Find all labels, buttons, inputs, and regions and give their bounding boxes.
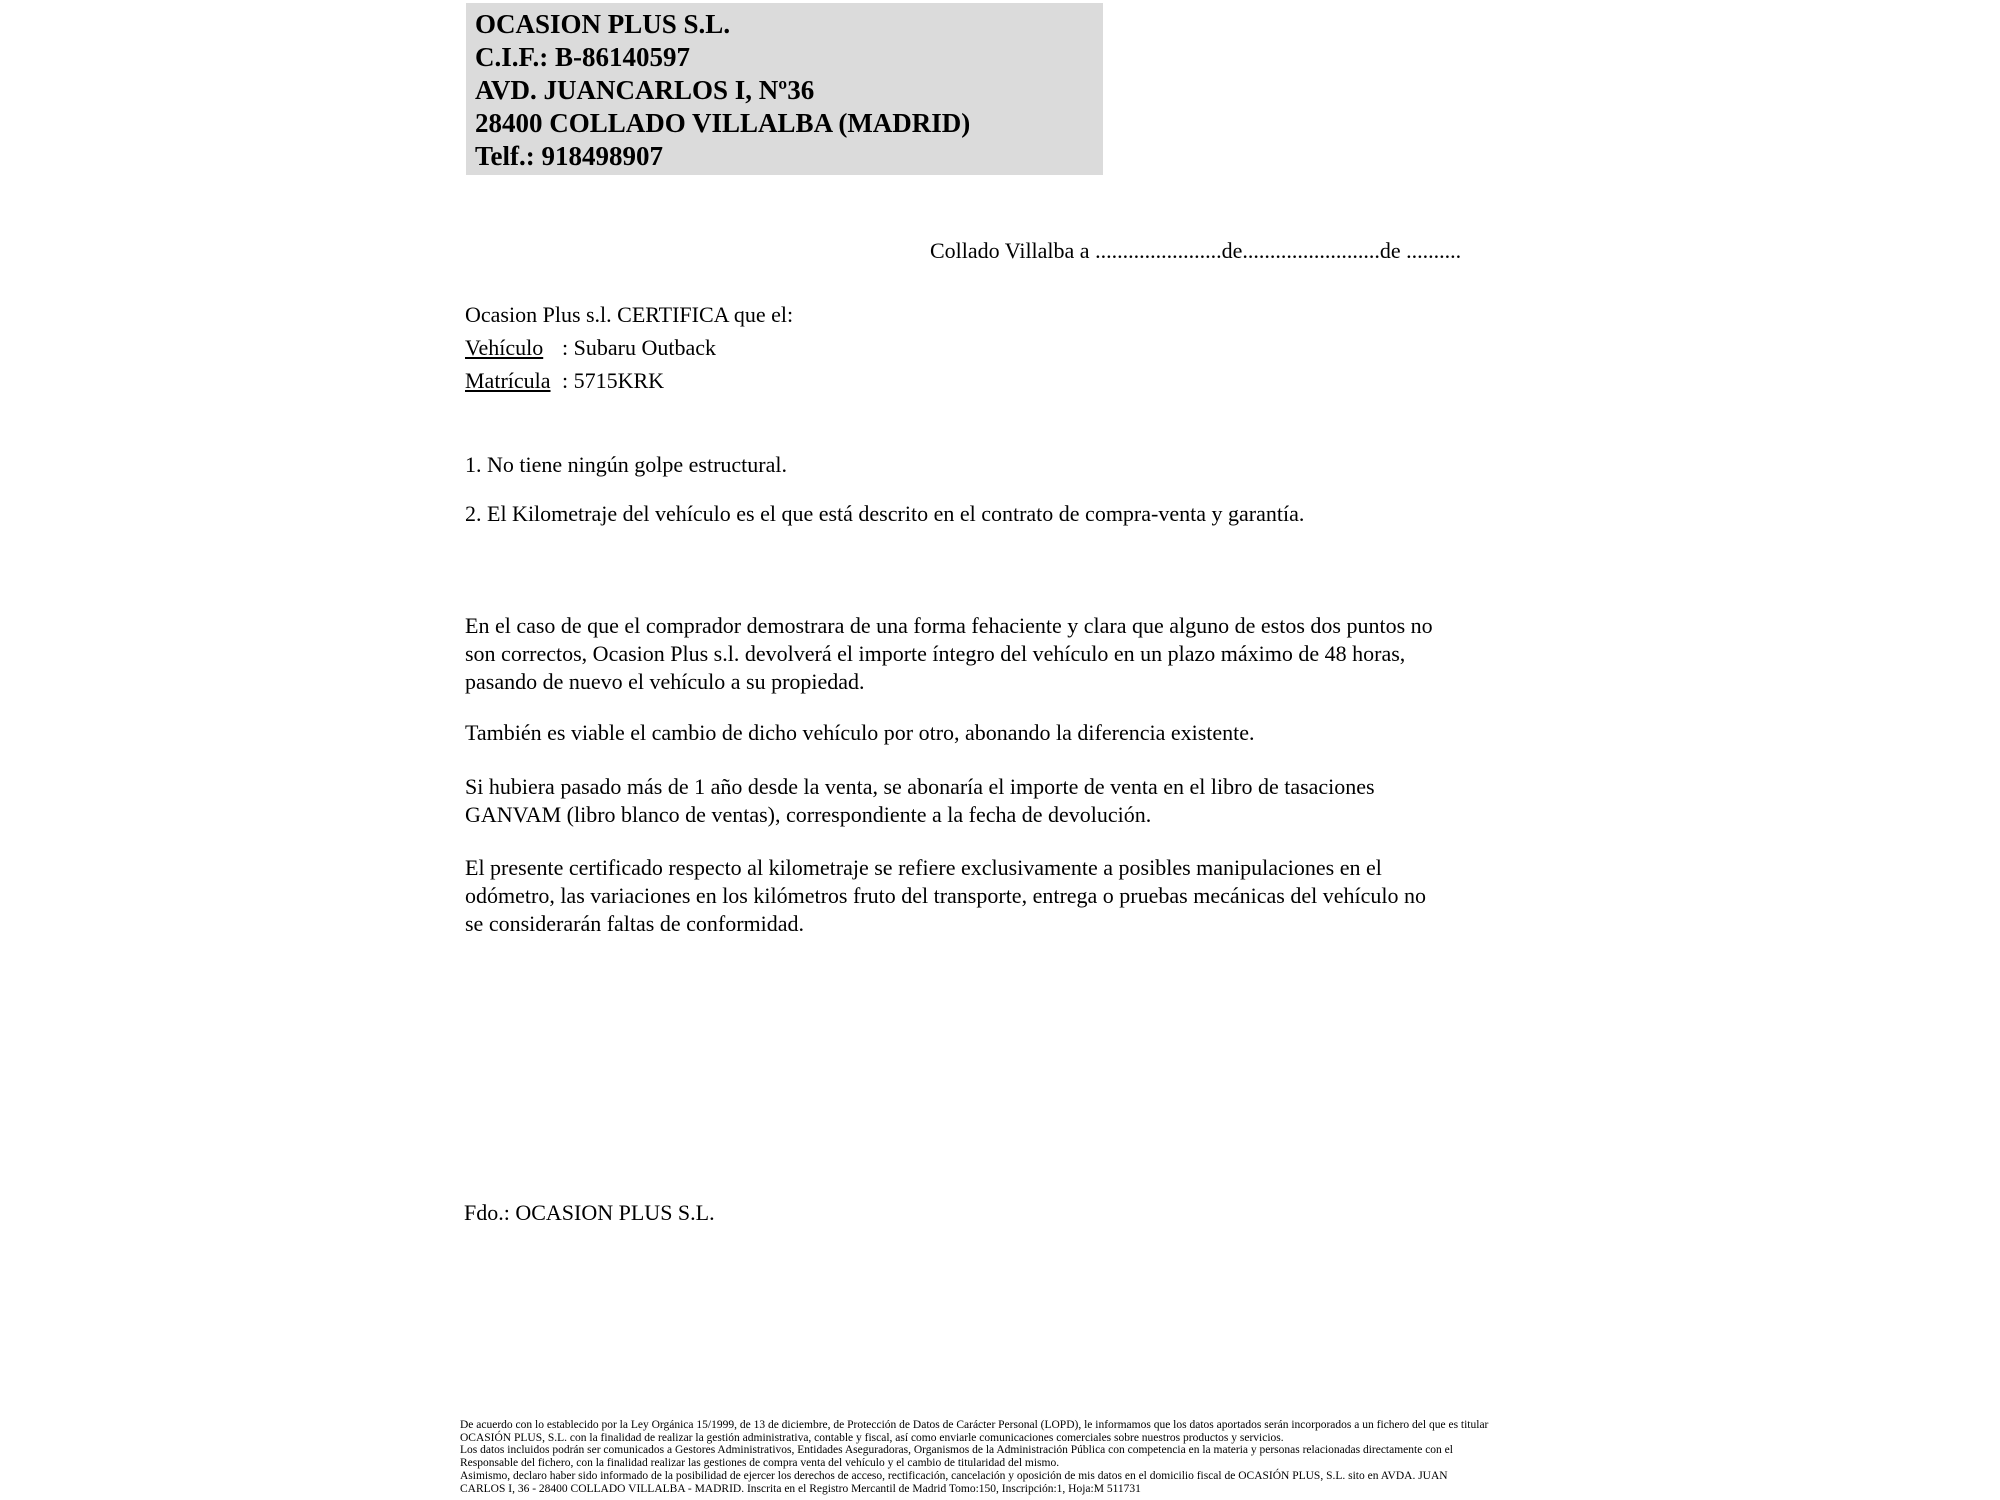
- date-line: Collado Villalba a .......................de.........................de ..........: [930, 238, 1462, 263]
- signature-line: Fdo.: OCASION PLUS S.L.: [464, 1200, 715, 1225]
- company-address: AVD. JUANCARLOS I, Nº36: [475, 75, 815, 105]
- clause-mileage: 2. El Kilometraje del vehículo es el que está descrito en el contrato de compra-venta y garantía.: [465, 501, 1305, 526]
- paragraph-line: se considerarán faltas de conformidad.: [465, 911, 805, 936]
- plate-label: Matrícula: [465, 368, 551, 393]
- paragraph-exchange: [465, 719, 1255, 747]
- paragraph-line: odómetro, las variaciones en los kilómetros fruto del transporte, entrega o pruebas mecánicas del vehículo no: [465, 883, 1426, 908]
- company-cif: C.I.F.: B-86140597: [475, 42, 691, 72]
- legal-footer-line: Los datos incluidos podrán ser comunicados a Gestores Administrativos, Entidades Aseguradoras, Organismos de la Administración Pública con competencia en la materia y personas relacionadas directamente con el: [460, 1444, 1453, 1457]
- paragraph-line: En el caso de que el comprador demostrara de una forma fehaciente y clara que alguno de estos dos puntos no: [465, 613, 1433, 638]
- vehicle-label-cell: [465, 331, 562, 364]
- paragraph-odometer: [465, 854, 1426, 938]
- vehicle-label: Vehículo: [465, 335, 544, 360]
- company-name: OCASION PLUS S.L.: [475, 9, 731, 39]
- legal-footer-line: Responsable del fichero, con la finalidad realizar las gestiones de compra venta del vehículo y el cambio de titularidad del mismo.: [460, 1457, 1060, 1470]
- vehicle-value: : Subaru Outback: [562, 335, 716, 360]
- certification-intro: Ocasion Plus s.l. CERTIFICA que el:: [465, 302, 794, 327]
- paragraph-line: pasando de nuevo el vehículo a su propiedad.: [465, 669, 865, 694]
- paragraph-line: También es viable el cambio de dicho vehículo por otro, abonando la diferencia existente.: [465, 720, 1255, 745]
- legal-footer-line: Asimismo, declaro haber sido informado de la posibilidad de ejercer los derechos de acceso, rectificación, cancelación y oposición de mis datos en el domicilio fiscal de OCASIÓN PLUS, S.L. sito en AVDA. JUAN: [460, 1469, 1448, 1482]
- plate-value: : 5715KRK: [562, 368, 665, 393]
- clause-structural: 1. No tiene ningún golpe estructural.: [465, 452, 787, 477]
- legal-footer-line: OCASIÓN PLUS, S.L. con la finalidad de realizar la gestión administrativa, contable y fiscal, así como enviarle comunicaciones comerciales sobre nuestros productos y servicios.: [460, 1431, 1284, 1444]
- legal-footer-line: CARLOS I, 36 - 28400 COLLADO VILLALBA - MADRID. Inscrita en el Registro Mercantil de Madrid Tomo:150, Inscripción:1, Hoja:M 511731: [460, 1482, 1141, 1495]
- paragraph-line: Si hubiera pasado más de 1 año desde la venta, se abonaría el importe de venta en el libro de tasaciones: [465, 774, 1375, 799]
- company-city: 28400 COLLADO VILLALBA (MADRID): [475, 108, 971, 138]
- paragraph-line: GANVAM (libro blanco de ventas), correspondiente a la fecha de devolución.: [465, 802, 1152, 827]
- certification-block: [465, 298, 793, 397]
- paragraph-line: El presente certificado respecto al kilometraje se refiere exclusivamente a posibles manipulaciones en el: [465, 855, 1382, 880]
- plate-row: [465, 364, 793, 397]
- paragraph-ganvam: [465, 773, 1375, 829]
- vehicle-row: [465, 331, 793, 364]
- plate-label-cell: [465, 364, 562, 397]
- legal-footer-line: De acuerdo con lo establecido por la Ley Orgánica 15/1999, de 13 de diciembre, de Protección de Datos de Carácter Personal (LOPD), le informamos que los datos aportados serán incorporados a un fichero del que es titular: [460, 1419, 1489, 1431]
- paragraph-line: son correctos, Ocasion Plus s.l. devolverá el importe íntegro del vehículo en un plazo máximo de 48 horas,: [465, 641, 1406, 666]
- legal-footer: [460, 1419, 1488, 1495]
- company-header-box: [466, 3, 1103, 175]
- company-phone: Telf.: 918498907: [475, 141, 663, 171]
- paragraph-refund: [465, 612, 1433, 696]
